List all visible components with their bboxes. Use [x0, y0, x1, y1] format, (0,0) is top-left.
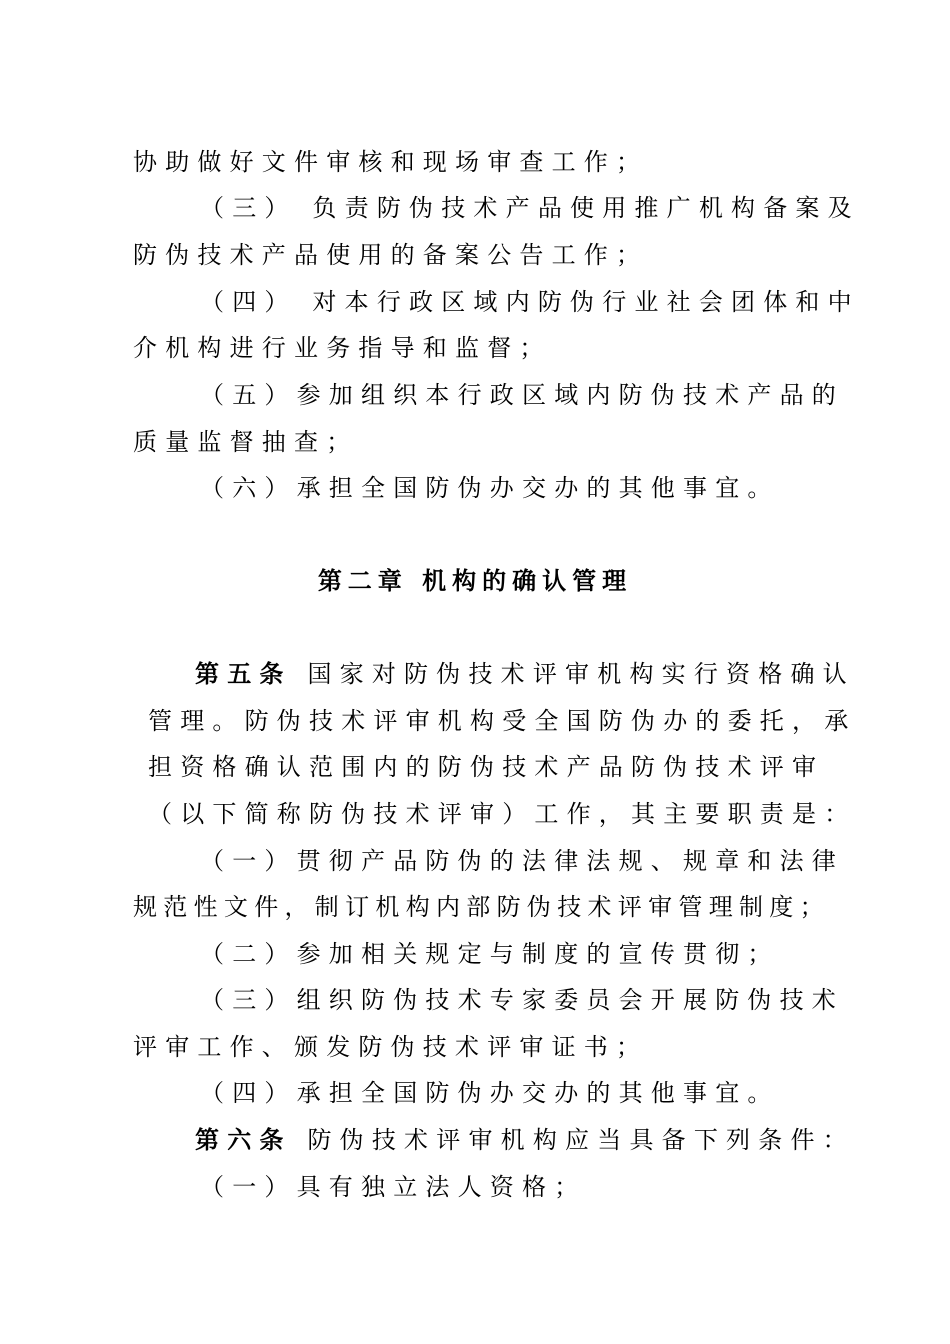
article5-label: 第五条: [195, 660, 292, 688]
list-item: （二）参加相关规定与制度的宣传贯彻；: [200, 940, 780, 968]
list-item: （三）组织防伪技术专家委员会开展防伪技术: [200, 986, 844, 1014]
list-item: 规范性文件，制订机构内部防伪技术评审管理制度；: [133, 893, 830, 921]
article5-line: 国家对防伪技术评审机构实行资格确认: [307, 660, 855, 688]
article5-first-line: [195, 659, 855, 689]
paragraph-line: 介机构进行业务指导和监督；: [133, 334, 552, 362]
list-item: （四）承担全国防伪办交办的其他事宜。: [200, 1079, 780, 1107]
article6-text: 防伪技术评审机构应当具备下列条件：: [307, 1126, 855, 1154]
paragraph-line: （四） 对本行政区域内防伪行业社会团体和中: [200, 288, 860, 316]
article5-line: 担资格确认范围内的防伪技术产品防伪技术评审: [148, 753, 825, 781]
article5-line: 管理。防伪技术评审机构受全国防伪办的委托，承: [148, 707, 857, 735]
article5-line: （以下简称防伪技术评审）工作，其主要职责是：: [148, 800, 857, 828]
chapter-title: 第二章 机构的确认管理: [317, 567, 633, 595]
list-item: 评审工作、颁发防伪技术评审证书；: [133, 1033, 649, 1061]
paragraph-line: 防伪技术产品使用的备案公告工作；: [133, 241, 649, 269]
paragraph-line: （三） 负责防伪技术产品使用推广机构备案及: [200, 194, 860, 222]
paragraph-line: 协助做好文件审核和现场审查工作；: [133, 148, 649, 176]
list-item: （一）具有独立法人资格；: [200, 1173, 587, 1201]
article6-label: 第六条: [195, 1126, 292, 1154]
paragraph-line: 质量监督抽查；: [133, 428, 359, 456]
article6-first-line: [195, 1125, 855, 1155]
list-item: （一）贯彻产品防伪的法律法规、规章和法律: [200, 847, 844, 875]
paragraph-line: （五）参加组织本行政区域内防伪技术产品的: [200, 381, 844, 409]
paragraph-line: （六）承担全国防伪办交办的其他事宜。: [200, 474, 780, 502]
